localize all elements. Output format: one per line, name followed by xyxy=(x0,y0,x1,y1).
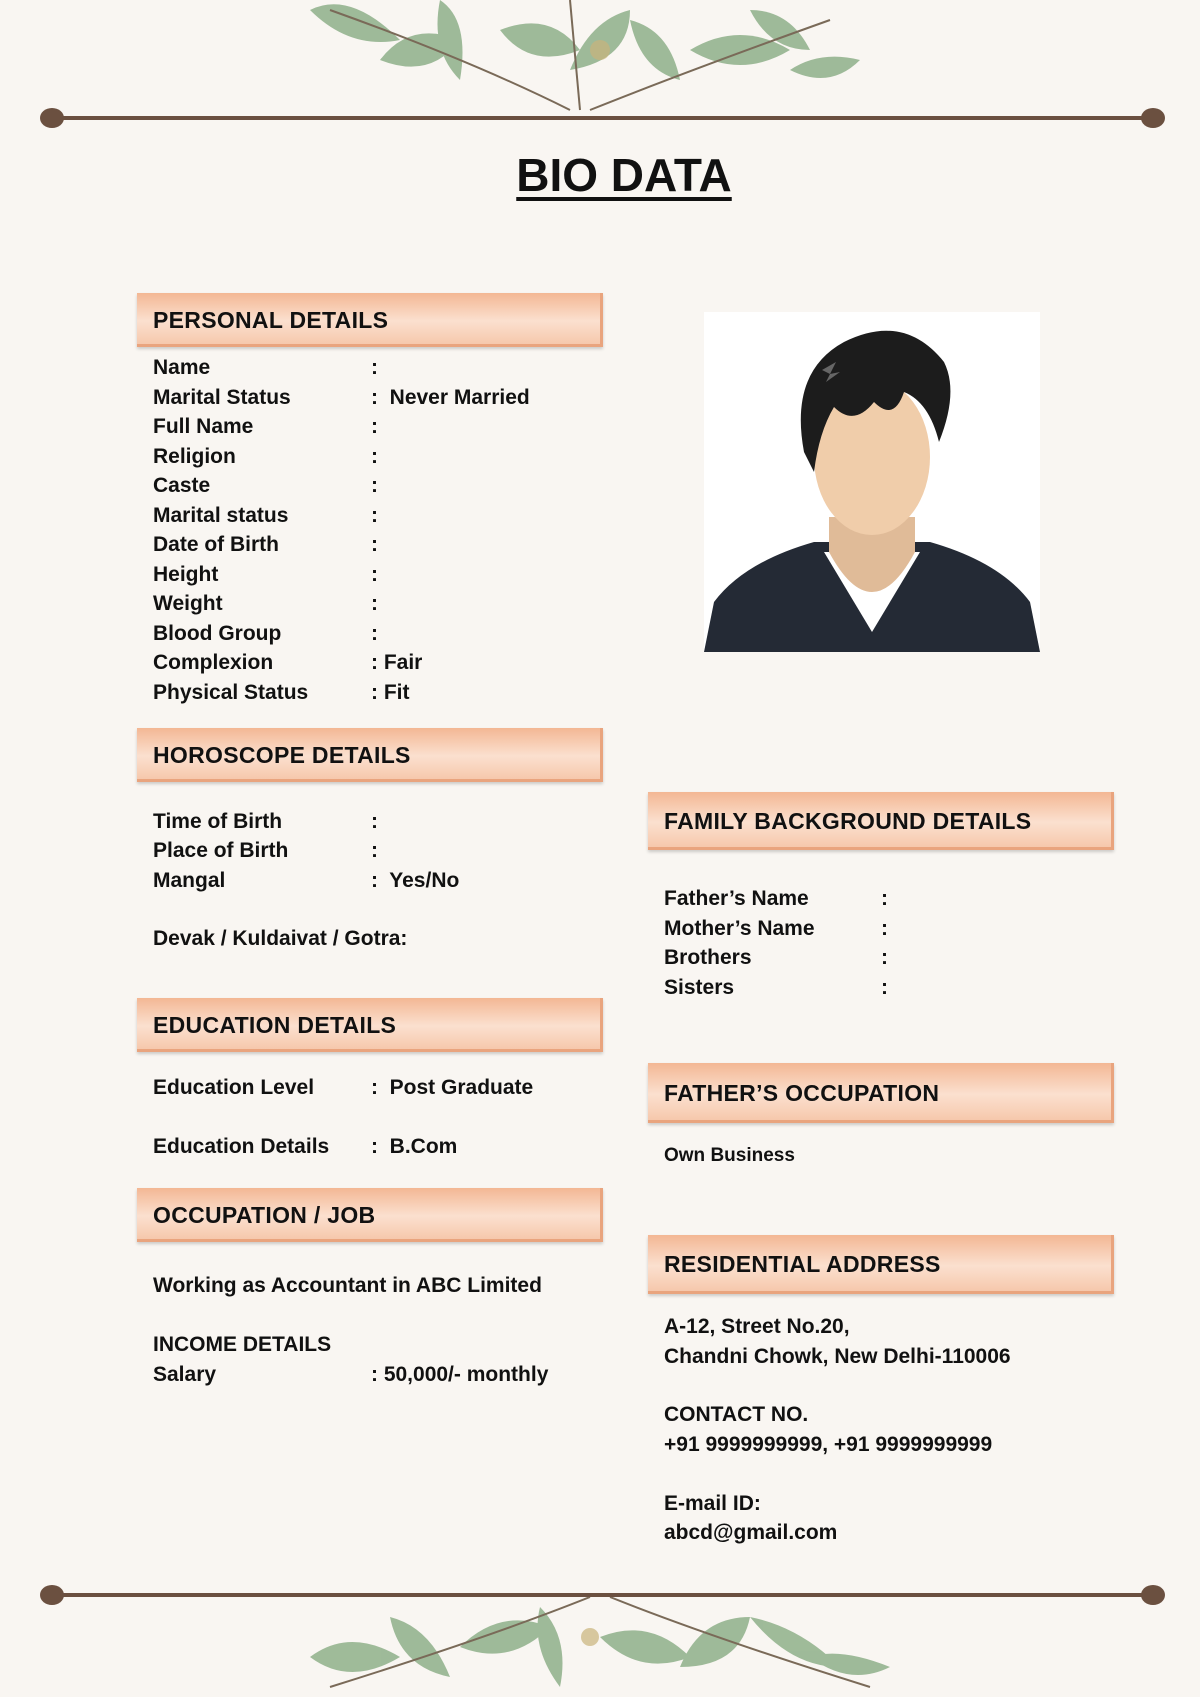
row-value: : xyxy=(881,917,888,940)
personal-row xyxy=(153,471,378,501)
education-details-heading: EDUCATION DETAILS xyxy=(137,998,603,1052)
row-label: Brothers xyxy=(664,946,752,969)
top-divider-line xyxy=(52,116,1160,120)
avatar-icon xyxy=(704,312,1040,652)
family-row xyxy=(664,973,888,1003)
row-label: Education Level xyxy=(153,1076,315,1099)
personal-row xyxy=(153,619,378,649)
row-value: : xyxy=(371,474,378,497)
personal-row xyxy=(153,501,378,531)
row-value: : xyxy=(371,356,378,379)
row-label: Place of Birth xyxy=(153,839,289,862)
occupation-heading: OCCUPATION / JOB xyxy=(137,1188,603,1242)
row-value: : Post Graduate xyxy=(371,1076,534,1099)
row-label: Name xyxy=(153,356,211,379)
row-label: Complexion xyxy=(153,651,274,674)
row-value: : Fit xyxy=(371,681,410,704)
personal-row xyxy=(153,383,530,413)
row-label: Sisters xyxy=(664,976,735,999)
row-value: : B.Com xyxy=(371,1135,458,1158)
contact-value: +91 9999999999, +91 9999999999 xyxy=(664,1433,993,1456)
personal-row xyxy=(153,530,378,560)
personal-row xyxy=(153,442,378,472)
family-background-heading: FAMILY BACKGROUND DETAILS xyxy=(648,792,1114,850)
row-value: : xyxy=(371,504,378,527)
row-value: : xyxy=(881,946,888,969)
row-label: Religion xyxy=(153,445,236,468)
row-value: : Yes/No xyxy=(371,869,460,892)
row-value: : xyxy=(371,810,378,833)
bottom-leaves-decoration xyxy=(290,1597,910,1697)
page-title: BIO DATA xyxy=(516,149,732,201)
row-value: : xyxy=(371,622,378,645)
row-value: : xyxy=(881,976,888,999)
salary-row xyxy=(153,1360,549,1390)
row-value: : xyxy=(371,592,378,615)
row-label: Education Details xyxy=(153,1135,330,1158)
top-leaves-decoration xyxy=(270,0,890,120)
bottom-divider-left-knob xyxy=(40,1585,64,1605)
row-label: Father’s Name xyxy=(664,887,809,910)
personal-details-heading: PERSONAL DETAILS xyxy=(137,293,603,347)
residential-address-heading: RESIDENTIAL ADDRESS xyxy=(648,1235,1114,1294)
gotra-line: Devak / Kuldaivat / Gotra: xyxy=(153,927,408,950)
father-occupation-text: Own Business xyxy=(664,1145,795,1166)
salary-label: Salary xyxy=(153,1363,217,1386)
family-row xyxy=(664,943,888,973)
row-value: : Fair xyxy=(371,651,423,674)
row-label: Height xyxy=(153,563,219,586)
row-label: Mother’s Name xyxy=(664,917,815,940)
personal-row xyxy=(153,412,378,442)
personal-row xyxy=(153,648,423,678)
top-divider-right-knob xyxy=(1141,108,1165,128)
email-value: abcd@gmail.com xyxy=(664,1521,838,1544)
horoscope-row xyxy=(153,807,378,837)
address-line-1: A-12, Street No.20, xyxy=(664,1315,850,1338)
personal-row xyxy=(153,353,378,383)
salary-value: : 50,000/- monthly xyxy=(371,1363,549,1386)
father-occupation-heading: FATHER’S OCCUPATION xyxy=(648,1063,1114,1123)
family-row xyxy=(664,914,888,944)
row-label: Time of Birth xyxy=(153,810,283,833)
row-value: : xyxy=(371,563,378,586)
top-divider-left-knob xyxy=(40,108,64,128)
row-label: Full Name xyxy=(153,415,254,438)
occupation-text: Working as Accountant in ABC Limited xyxy=(153,1274,542,1297)
education-row xyxy=(153,1073,534,1103)
row-value: : xyxy=(371,415,378,438)
address-line-2: Chandni Chowk, New Delhi-110006 xyxy=(664,1345,1011,1368)
row-label: Physical Status xyxy=(153,681,309,704)
bottom-divider-right-knob xyxy=(1141,1585,1165,1605)
row-value: : xyxy=(371,445,378,468)
contact-label: CONTACT NO. xyxy=(664,1403,809,1426)
row-label: Caste xyxy=(153,474,211,497)
row-value: : Never Married xyxy=(371,386,530,409)
family-row xyxy=(664,884,888,914)
horoscope-row xyxy=(153,866,460,896)
personal-row xyxy=(153,560,378,590)
email-label: E-mail ID: xyxy=(664,1492,761,1515)
horoscope-details-heading: HOROSCOPE DETAILS xyxy=(137,728,603,782)
income-heading: INCOME DETAILS xyxy=(153,1333,332,1356)
row-label: Mangal xyxy=(153,869,226,892)
row-label: Weight xyxy=(153,592,223,615)
row-label: Date of Birth xyxy=(153,533,279,556)
row-value: : xyxy=(371,839,378,862)
row-value: : xyxy=(371,533,378,556)
profile-photo xyxy=(704,312,1040,652)
personal-row xyxy=(153,678,410,708)
education-row xyxy=(153,1132,458,1162)
row-label: Marital status xyxy=(153,504,289,527)
row-value: : xyxy=(881,887,888,910)
personal-row xyxy=(153,589,378,619)
row-label: Blood Group xyxy=(153,622,282,645)
horoscope-row xyxy=(153,836,378,866)
row-label: Marital Status xyxy=(153,386,291,409)
